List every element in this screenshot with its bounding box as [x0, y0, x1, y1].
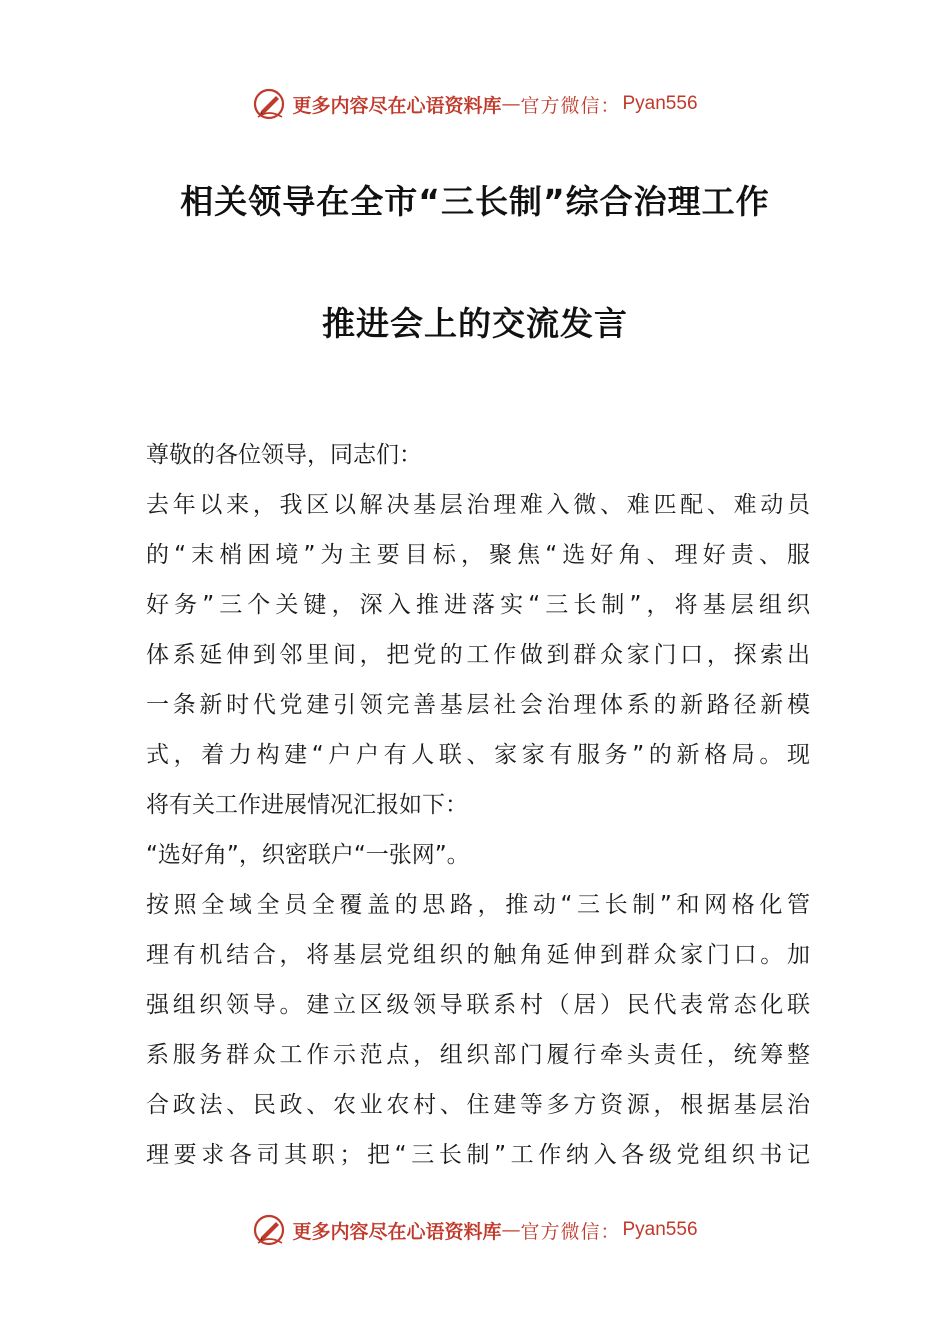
section-heading: “选好角”，织密联户“一张网”。 [146, 842, 470, 868]
body-line: 一条新时代党建引领完善基层社会治理体系的新路径新模 [146, 692, 810, 718]
banner-wechat-id: Pyan556 [622, 93, 698, 114]
banner-separator: — [501, 93, 521, 115]
body-line: 好务”三个关键，深入推进落实“三长制”，将基层组织 [146, 592, 810, 618]
header-banner [0, 82, 950, 126]
body-line: 理要求各司其职；把“三长制”工作纳入各级党组织书记 [146, 1142, 810, 1168]
pen-logo-icon [252, 1213, 286, 1247]
banner-separator: — [501, 1219, 521, 1241]
document-title-line-2: 推进会上的交流发言 [322, 304, 628, 343]
banner-wechat-label: 官方微信： [520, 1220, 621, 1243]
body-line: 合政法、民政、农业农村、住建等多方资源，根据基层治 [146, 1092, 810, 1118]
body-line: 式，着力构建“户户有人联、家家有服务”的新格局。现 [146, 742, 810, 768]
pen-logo-icon [252, 87, 286, 121]
body-line: 系服务群众工作示范点，组织部门履行牵头责任，统筹整 [146, 1042, 810, 1068]
banner-brand-text: 更多内容尽在心语资料库 [292, 1220, 502, 1243]
footer-banner [0, 1208, 950, 1252]
body-line: 理有机结合，将基层党组织的触角延伸到群众家门口。加 [146, 942, 810, 968]
document-body [146, 430, 810, 1180]
banner-wechat-label: 官方微信： [520, 94, 621, 117]
body-line: 强组织领导。建立区级领导联系村（居）民代表常态化联 [146, 992, 810, 1018]
salutation-line: 尊敬的各位领导，同志们： [146, 442, 422, 468]
body-line: 将有关工作进展情况汇报如下： [146, 792, 468, 818]
document-title-line-1: 相关领导在全市“三长制”综合治理工作 [180, 182, 770, 221]
body-line: 按照全域全员全覆盖的思路，推动“三长制”和网格化管 [146, 892, 810, 918]
banner-brand-text: 更多内容尽在心语资料库 [292, 94, 502, 117]
banner-wechat-id: Pyan556 [622, 1219, 698, 1240]
body-line: 体系延伸到邻里间，把党的工作做到群众家门口，探索出 [146, 642, 810, 668]
body-line: 去年以来，我区以解决基层治理难入微、难匹配、难动员 [146, 492, 810, 518]
body-line: 的“末梢困境”为主要目标，聚焦“选好角、理好责、服 [146, 542, 810, 568]
